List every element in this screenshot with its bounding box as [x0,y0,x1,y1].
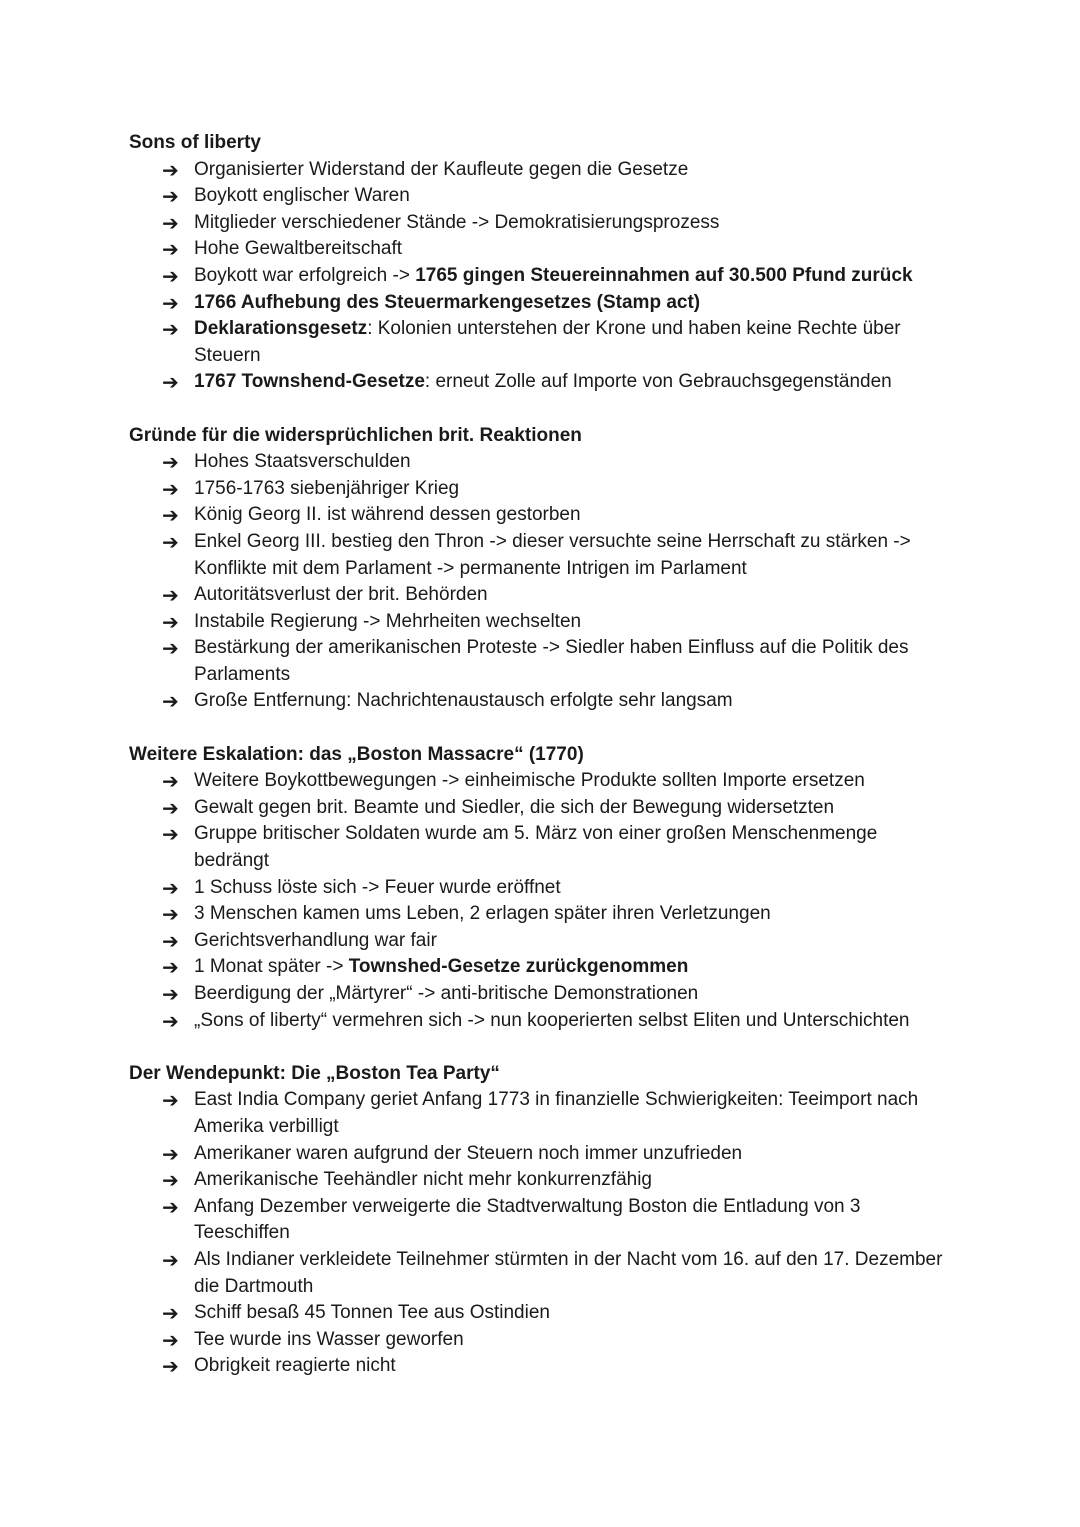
arrow-right-icon: ➔ [162,157,179,182]
arrow-right-icon: ➔ [162,1194,179,1219]
item-text: Als Indianer verkleidete Teilnehmer stürmten in der Nacht vom 16. auf den 17. Dezember die Dartmouth [194,1248,943,1297]
bold-text: 1767 Townshend-Gesetze [194,371,425,393]
list-item [129,1247,949,1300]
arrow-right-icon: ➔ [162,982,179,1006]
item-text: : erneut Zolle auf Importe von Gebrauchsgegenständen [424,371,892,393]
item-text: Weitere Boykottbewegungen -> einheimische Produkte sollten Importe ersetzen [194,770,865,792]
arrow-right-icon: ➔ [162,1088,179,1113]
arrow-right-icon: ➔ [162,583,179,608]
list-item [129,821,949,874]
item-text: König Georg II. ist während dessen gestorben [194,504,581,526]
arrow-right-icon: ➔ [162,928,179,953]
list-item [129,1327,949,1354]
arrow-right-icon: ➔ [162,1247,179,1272]
list-item [129,582,949,609]
section [129,1061,949,1380]
arrow-right-icon: ➔ [162,955,179,980]
bold-text: Deklarationsgesetz [194,318,368,340]
list-item [129,210,949,237]
arrow-right-icon: ➔ [162,237,179,262]
item-text: Schiff besaß 45 Tonnen Tee aus Ostindien [194,1302,550,1324]
bullet-list [129,768,949,1034]
item-text: : Kolonien unterstehen der Krone und haben keine Rechte über Steuern [194,318,901,366]
item-text: Boykott war erfolgreich -> [194,264,416,286]
arrow-right-icon: ➔ [162,1354,179,1379]
arrow-right-icon: ➔ [162,1141,179,1166]
list-item [129,236,949,263]
bold-text: 1765 gingen Steuereinnahmen auf 30.500 Pfund zurück [415,264,913,286]
arrow-right-icon: ➔ [162,529,179,554]
arrow-right-icon: ➔ [162,636,179,661]
list-item [129,1008,949,1035]
section-heading: Der Wendepunkt: Die „Boston Tea Party“ [129,1062,500,1084]
item-text: Anfang Dezember verweigerte die Stadtverwaltung Boston die Entladung von 3 Teeschiffen [194,1195,861,1244]
bullet-list [129,157,949,396]
arrow-right-icon: ➔ [162,609,179,634]
arrow-right-icon: ➔ [162,902,179,927]
bold-text: 1766 Aufhebung des Steuermarkengesetzes (Stamp act) [194,291,701,313]
list-item [129,476,949,503]
arrow-right-icon: ➔ [162,875,179,900]
list-item [129,635,949,688]
item-text: Organisierter Widerstand der Kaufleute gegen die Gesetze [194,158,689,180]
arrow-right-icon: ➔ [162,689,179,714]
item-text: Amerikaner waren aufgrund der Steuern noch immer unzufrieden [194,1142,743,1164]
arrow-right-icon: ➔ [162,1168,179,1193]
arrow-right-icon: ➔ [162,210,179,235]
bullet-list [129,1087,949,1380]
arrow-right-icon: ➔ [162,290,179,315]
list-item [129,1141,949,1168]
list-item [129,529,949,582]
item-text: Beerdigung der „Märtyrer“ -> anti-britische Demonstrationen [194,983,699,1004]
list-item [129,901,949,928]
list-item [129,290,949,317]
bullet-list [129,449,949,715]
arrow-right-icon: ➔ [162,317,179,342]
list-item [129,609,949,636]
item-text: Tee wurde ins Wasser geworfen [194,1328,464,1350]
list-item [129,449,949,476]
list-item [129,954,949,981]
item-text: Gruppe britischer Soldaten wurde am 5. März von einer großen Menschenmenge bedrängt [194,823,878,872]
arrow-right-icon: ➔ [162,1008,179,1033]
arrow-right-icon: ➔ [162,795,179,820]
list-item [129,981,949,1008]
arrow-right-icon: ➔ [162,184,179,209]
item-text: Bestärkung der amerikanischen Proteste -> Siedler haben Einfluss auf die Politik des Parlaments [194,637,909,685]
section-heading: Gründe für die widersprüchlichen brit. Reaktionen [129,424,582,446]
section [129,423,949,716]
arrow-right-icon: ➔ [162,370,179,395]
item-text: Große Entfernung: Nachrichtenaustausch erfolgte sehr langsam [194,690,733,712]
list-item [129,183,949,210]
list-item [129,768,949,795]
arrow-right-icon: ➔ [162,503,179,528]
document-content [129,130,949,1407]
item-text: Boykott englischer Waren [194,185,410,207]
list-item [129,688,949,715]
list-item [129,316,949,369]
list-item [129,263,949,290]
item-text: Autoritätsverlust der brit. Behörden [194,584,488,606]
item-text: Instabile Regierung -> Mehrheiten wechselten [194,610,582,632]
section [129,742,949,1035]
section [129,130,949,396]
arrow-right-icon: ➔ [162,822,179,847]
item-text: 1 Monat später -> [194,956,349,978]
list-item [129,157,949,184]
arrow-right-icon: ➔ [162,450,179,475]
section-heading: Sons of liberty [129,132,261,153]
item-text: Hohes Staatsverschulden [194,451,411,473]
list-item [129,1194,949,1247]
item-text: Gewalt gegen brit. Beamte und Siedler, die sich der Bewegung widersetzten [194,796,835,818]
item-text: Hohe Gewaltbereitschaft [194,238,403,260]
item-text: 1756-1763 siebenjähriger Krieg [194,477,460,499]
list-item [129,795,949,822]
arrow-right-icon: ➔ [162,476,179,501]
list-item [129,928,949,955]
arrow-right-icon: ➔ [162,263,179,288]
bold-text: Townshed-Gesetze zurückgenommen [348,956,689,978]
item-text: „Sons of liberty“ vermehren sich -> nun kooperierten selbst Eliten und Unterschichten [194,1009,910,1031]
item-text: 1 Schuss löste sich -> Feuer wurde eröffnet [194,876,561,898]
list-item [129,875,949,902]
item-text: East India Company geriet Anfang 1773 in finanzielle Schwierigkeiten: Teeimport nach Amerika verbilligt [194,1089,919,1137]
item-text: Mitglieder verschiedener Stände -> Demokratisierungsprozess [194,211,720,233]
list-item [129,1087,949,1140]
arrow-right-icon: ➔ [162,1301,179,1326]
list-item [129,1300,949,1327]
list-item [129,1353,949,1380]
arrow-right-icon: ➔ [162,769,179,794]
item-text: Enkel Georg III. bestieg den Thron -> dieser versuchte seine Herrschaft zu stärken -> Konflikte mit dem Parlament -> permanente Intrigen im Parlament [194,530,911,579]
item-text: Gerichtsverhandlung war fair [194,929,437,951]
item-text: 3 Menschen kamen ums Leben, 2 erlagen später ihren Verletzungen [194,903,771,925]
list-item [129,502,949,529]
item-text: Obrigkeit reagierte nicht [194,1355,396,1377]
list-item [129,369,949,396]
item-text: Amerikanische Teehändler nicht mehr konkurrenzfähig [194,1169,653,1191]
arrow-right-icon: ➔ [162,1327,179,1352]
list-item [129,1167,949,1194]
section-heading: Weitere Eskalation: das „Boston Massacre“ (1770) [129,743,584,765]
